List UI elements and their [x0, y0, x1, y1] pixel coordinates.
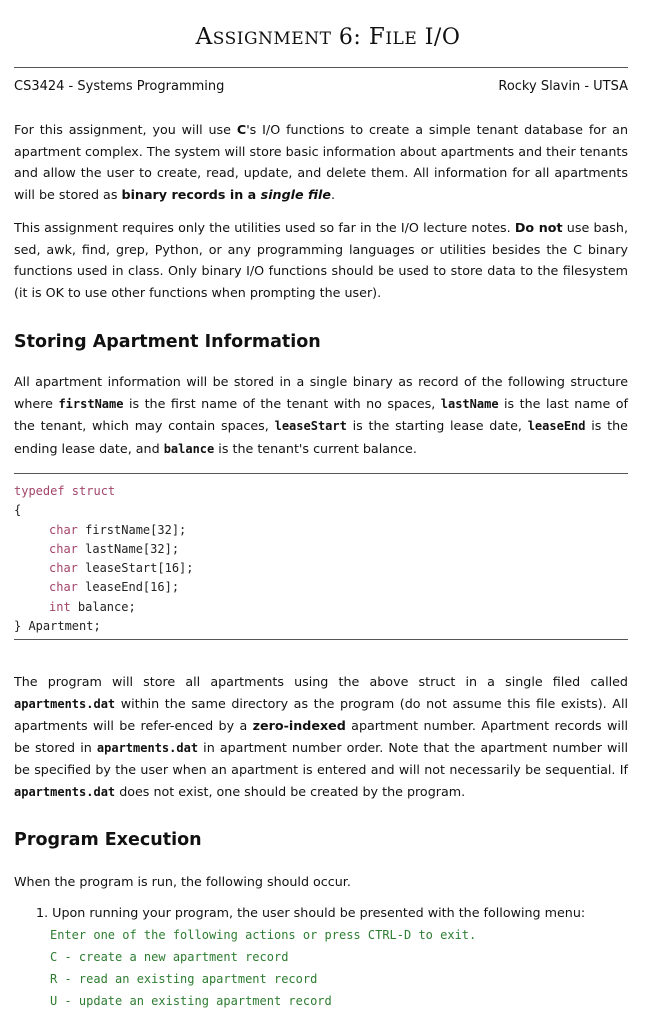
header-rule	[14, 67, 628, 68]
intro-paragraph-1: For this assignment, you will use C's I/O functions to create a simple tenant database for an apartment complex. The system will store basic information about apartments and their tenants and allow the user to create, read, update, and delete them. All information for all apartments will be stored as binary records in a single file.	[14, 122, 628, 202]
code-top-rule	[14, 473, 628, 474]
course-name: CS3424 - Systems Programming	[14, 79, 225, 94]
menu-text-line: C - create a new apartment record	[50, 950, 289, 964]
menu-text-line: Enter one of the following actions or press CTRL-D to exit.	[50, 928, 477, 942]
execution-steps-list	[36, 902, 626, 1012]
menu-text-line: U - update an existing apartment record	[50, 994, 332, 1008]
struct-code-block	[14, 482, 628, 636]
storage-paragraph: The program will store all apartments using the above struct in a single filed called apartments.dat within the same directory as the program (do not assume this file exists). All apartments will be refer-enced by a zero-indexed apartment number. Apartment records will be stored in apartments.dat in apartment number order. Note that the apartment number will be specified by the user when an apartment is entered and will not necessarily be sequential. If apartments.dat does not exist, one should be created by the program.	[14, 674, 628, 799]
document-title: ASSIGNMENT 6: FILE I/O	[195, 24, 461, 50]
menu-text-line: R - read an existing apartment record	[50, 972, 318, 986]
code-line: } Apartment;	[14, 619, 101, 634]
code-line: char leaseEnd[16];	[49, 580, 180, 595]
code-line: int balance;	[49, 599, 136, 614]
code-bottom-rule	[14, 639, 628, 640]
code-line: char leaseStart[16];	[49, 561, 194, 576]
list-item: 1. Upon running your program, the user should be presented with the following menu:	[36, 905, 586, 920]
intro-paragraph-2: This assignment requires only the utilities used so far in the I/O lecture notes. Do not use bash, sed, awk, find, grep, Python, or any programming languages or utilities besides the C binary functions used in class. Only binary I/O functions should be used to store data to the filesystem (it is OK to use other functions when prompting the user).	[14, 220, 628, 300]
code-line: char firstName[32];	[49, 522, 187, 537]
execution-intro: When the program is run, the following should occur.	[14, 874, 351, 889]
section-heading-execution: Program Execution	[14, 830, 202, 850]
section-heading-storing: Storing Apartment Information	[14, 332, 321, 352]
code-line: {	[14, 503, 22, 518]
code-line: typedef struct	[14, 484, 116, 498]
code-line: char lastName[32];	[49, 541, 180, 556]
storing-paragraph: All apartment information will be stored in a single binary as record of the following structure where firstName is the first name of the tenant with no spaces, lastName is the last name of the tenant, which may contain spaces, leaseStart is the starting lease date, leaseEnd is the ending lease date, and balance is the tenant's current balance.	[14, 374, 629, 456]
author-name: Rocky Slavin - UTSA	[498, 79, 628, 94]
